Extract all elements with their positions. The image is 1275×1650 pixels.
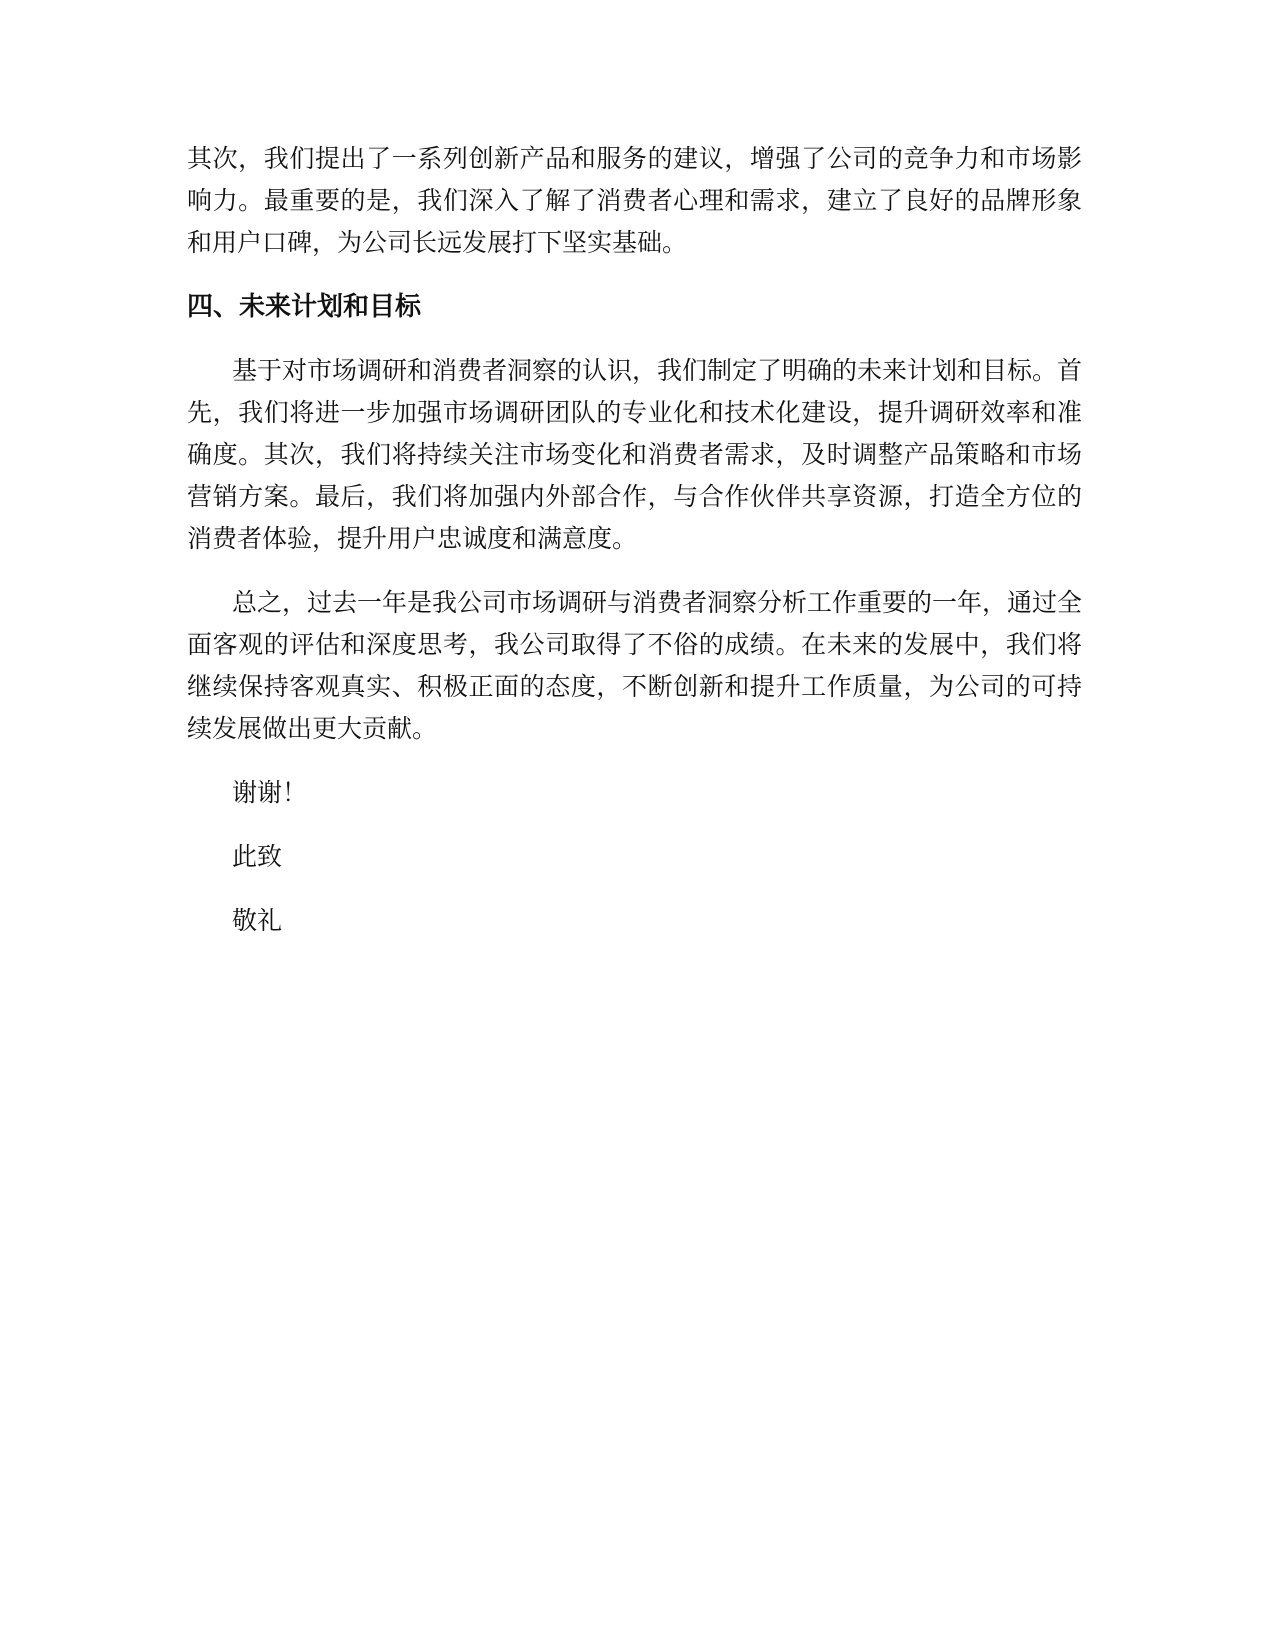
document-body <box>187 138 1082 964</box>
future-plans-paragraph: 基于对市场调研和消费者洞察的认识，我们制定了明确的未来计划和目标。首先，我们将进一步加强市场调研团队的专业化和技术化建设，提升调研效率和准确度。其次，我们将持续关注市场变化和消费者需求，及时调整产品策略和市场营销方案。最后，我们将加强内外部合作，与合作伙伴共享资源，打造全方位的消费者体验，提升用户忠诚度和满意度。 <box>187 356 1083 553</box>
closing-line-2: 敬礼 <box>232 906 283 935</box>
closing-line-1: 此致 <box>232 842 283 871</box>
thanks-line: 谢谢！ <box>232 778 308 807</box>
summary-paragraph: 总之，过去一年是我公司市场调研与消费者洞察分析工作重要的一年，通过全面客观的评估和深度思考，我公司取得了不俗的成绩。在未来的发展中，我们将继续保持客观真实、积极正面的态度，不断创新和提升工作质量，为公司的可持续发展做出更大贡献。 <box>187 588 1083 743</box>
section-heading: 四、未来计划和目标 <box>187 292 422 322</box>
continuation-paragraph: 其次，我们提出了一系列创新产品和服务的建议，增强了公司的竞争力和市场影响力。最重要的是，我们深入了解了消费者心理和需求，建立了良好的品牌形象和用户口碑，为公司长远发展打下坚实基础。 <box>187 144 1082 257</box>
